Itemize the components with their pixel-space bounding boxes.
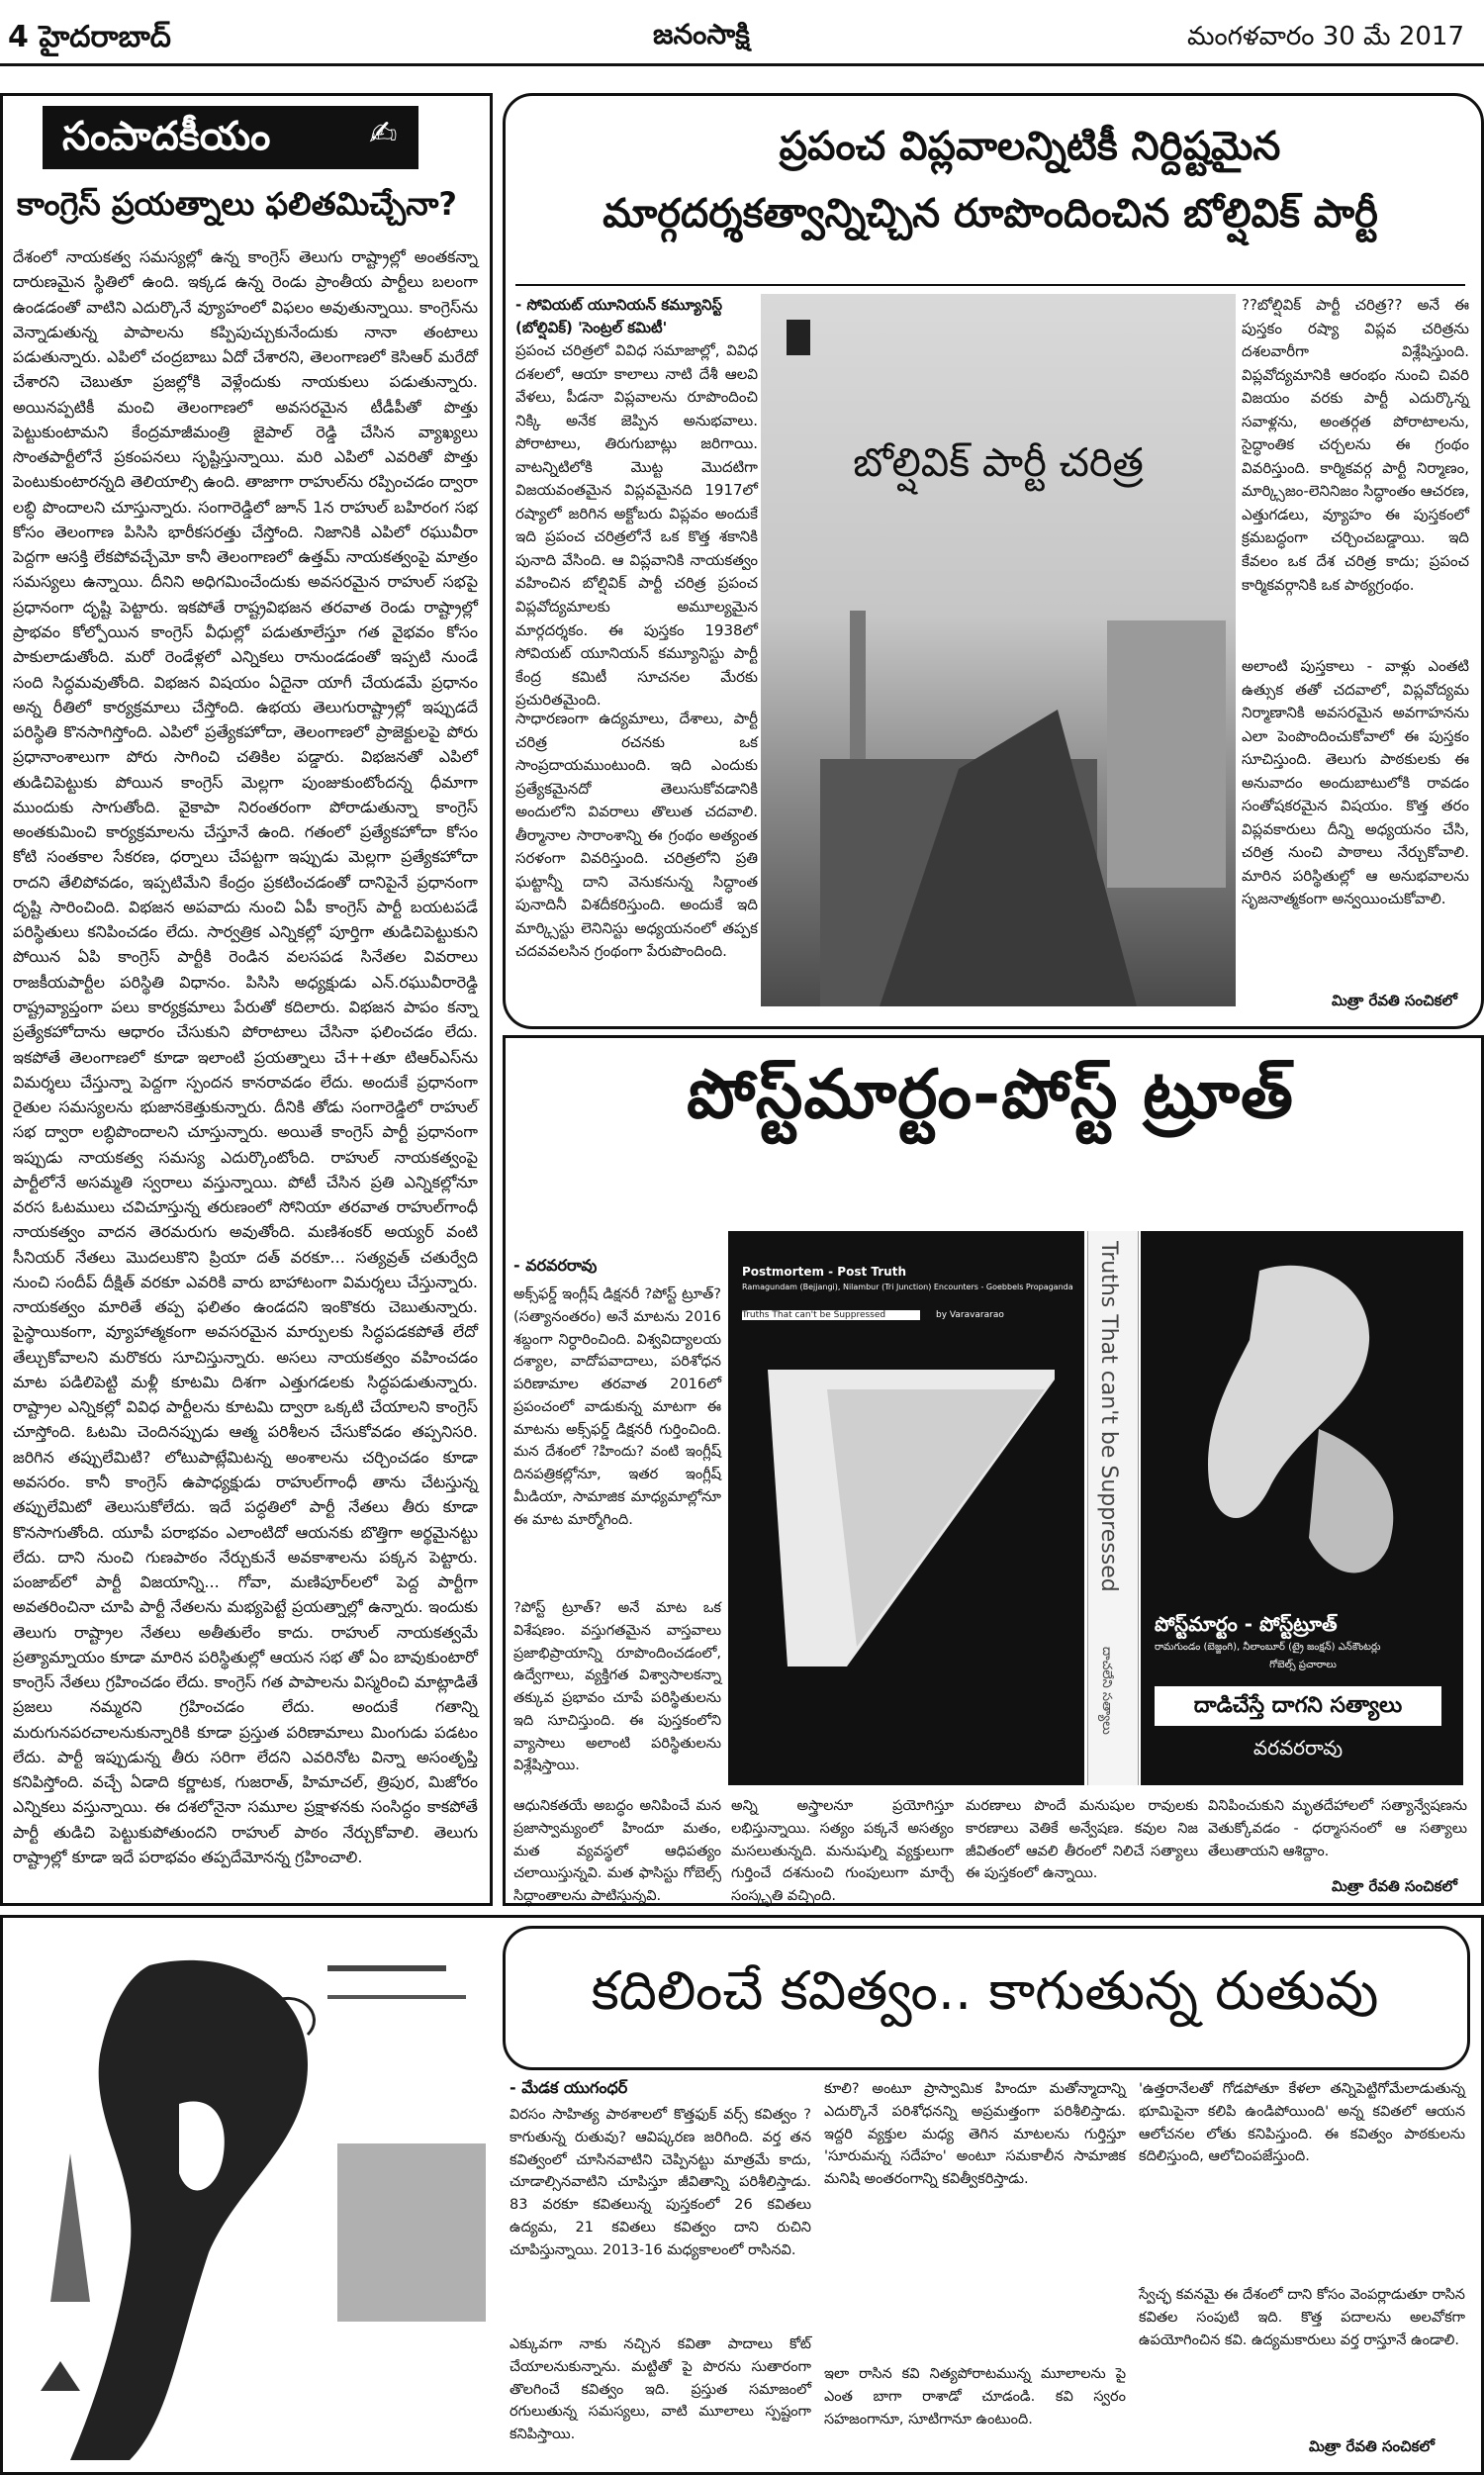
poetry-credit: - మేడక యుగంధర్ bbox=[510, 2078, 628, 2097]
bolshevik-headline-line2: మార్గదర్శకత్వాన్నిచ్చిన రూపొందించిన బోల్షివిక్ పార్టీ bbox=[603, 191, 1378, 237]
book1-spine bbox=[1087, 1231, 1139, 1785]
poetry-article bbox=[0, 1915, 1484, 2475]
book1-spine-text-en: Truths That can't be Suppressed bbox=[1096, 1241, 1121, 1592]
book2-subtitle: రామగుండం (బెజ్జంగి), నీలాంబూర్ (ట్రై జంక్షన్) ఎన్‌కౌంటర్లు bbox=[1155, 1642, 1381, 1653]
paper-name: జనంసాక్షి bbox=[653, 18, 750, 50]
book1-cover bbox=[728, 1231, 1084, 1785]
book2-subtitle2: గోబెల్స్ ప్రచారాలు bbox=[1269, 1660, 1337, 1670]
postmortem-article bbox=[503, 1035, 1484, 1906]
bolshevik-col2b: అలాంటి పుస్తకాలు - వాళ్లు ఎంతటి ఉత్సుక తతో చదవాలో, విప్లవోద్యమ నిర్మాణానికి అవసరమైన అవగాహనను ఎలా పెంపొందించుకోవాలో ఈ పుస్తకం సూచిస్తుంది. తెలుగు పాఠకులకు ఈ అనువాదం అందుబాటులోకి రావడం సంతోషకరమైన విషయం. కొత్త తరం విప్లవకారులు దీన్ని అధ్యయనం చేసి, చరిత్ర నుంచి పాఠాలు నేర్చుకోవాలి. మారిన పరిస్థితుల్లో ఆ అనుభవాలను సృజనాత్మకంగా అన్వయించుకోవాలి. bbox=[1242, 657, 1469, 908]
book1-subtitle: Ramagundam (Bejjangi), Nilambur (Tri Junction) Encounters - Goebbels Propaganda bbox=[742, 1283, 1073, 1291]
poetry-col2: కూలి? అంటూ ప్రాస్వామిక హిందూ మతోన్మాదాన్ని ఎదుర్కొనే పరిశోధనన్ని అప్రమత్తంగా పరిశీలిస్తాడు. ఇద్దరి వ్యక్తుల మధ్య తెగిన మాటలను గుర్తిస్తూ 'సూరుమన్న సదేహం' అంటూ సమకాలీన సామాజిక మనిషి అంతరంగాన్ని కవిత్వీకరిస్తాడు. bbox=[824, 2081, 1126, 2187]
headline-rule bbox=[515, 284, 1465, 286]
poetry-headline: కదిలించే కవిత్వం.. కాగుతున్న రుతువు bbox=[591, 1959, 1379, 2022]
bolshevik-headline-line1: ప్రపంచ విప్లవాలన్నిటికీ నిర్దిష్టమైన bbox=[779, 124, 1281, 169]
book2-title: పోస్ట్‌మార్టం - పోస్ట్‌ట్రూత్ bbox=[1155, 1612, 1338, 1636]
bolshevik-col1: ప్రపంచ చరిత్రలో వివిధ సమాజాల్లో, వివిధ దశలలో, ఆయా కాలాలు నాటి దేశీ ఆలవి వేళలు, పీడనా విప్లవాలను రూపొందించి నిక్కి అనేక జెప్పిన అనుభవాలు. పోరాటాలు, తిరుగుబాట్లు జరిగాయి. వాటన్నిటిలోకి మొట్ట మొదటిగా విజయవంతమైన విప్లవమైనది 1917లో రష్యాలో జరిగిన అక్టోబరు విప్లవం అందుకే ఇది ప్రపంచ చరిత్రలోనే ఒక కొత్త శకానికి పునాది వేసింది. ఆ విప్లవానికి నాయకత్వం వహించిన బోల్షివిక్ పార్టీ చరిత్ర ప్రపంచ విప్లవోద్యమాలకు అమూల్యమైన మార్గదర్శకం. ఈ పుస్తకం 1938లో సోవియట్ యూనియన్ కమ్యూనిస్టు పార్టీ కేంద్ర కమిటీ సూచనల మేరకు ప్రచురితమైంది. bbox=[515, 341, 758, 710]
postmortem-bottom-col1: ఆధునికతయే అబద్ధం అనిపించే మన ప్రజాస్వామ్యంలో హిందూ మతం, మత వ్యవస్థలో ఆధిపత్యం చలాయిస్తున్నవి. మత ఫాసిస్టు గోబెల్స్ సిద్ధాంతాలను పాటిస్తున్నవి. bbox=[513, 1798, 721, 1904]
postmortem-bottom-col2: అన్ని అస్త్రాలనూ ప్రయోగిస్తూ లభిస్తున్నాయి. సత్యం పక్కనే అసత్యం మసలుతున్నది. మనుషుల్ని వ్యక్తులుగా గుర్తించే దశనుంచి గుంపులుగా మార్చే సంస్కృతి వచ్చింది. bbox=[731, 1798, 954, 1904]
poetry-col1: విరసం సాహిత్య పాఠశాలలో కొత్తఫుక్ వర్స్ కవిత్వం ?కాగుతున్న రుతువు? ఆవిష్కరణ జరిగింది. వర్త తన కవిత్వంలో చూసినవాటిని చెప్పినట్టు మాత్రమే కాదు, చూడాల్సినవాటిని చూపిస్తూ జీవితాన్ని పరిశీలిస్తాడు. 83 వరకూ కవితలున్న పుస్తకంలో 26 కవితలు ఉద్యమ, 21 కవితలు కవిత్వం దాని రుచిని చూపిస్తున్నాయి. 2013-16 మధ్యకాలంలో రాసినవి. bbox=[510, 2107, 811, 2258]
postmortem-headline: పోస్ట్‌మార్టం-పోస్ట్ ట్రూత్ bbox=[687, 1056, 1294, 1134]
poetry-col3b: స్వేచ్ఛ కవనమై ఈ దేశంలో దాని కోసం వెంపర్లాడుతూ రాసిన కవితల సంపుటి ఇది. కొత్త పదాలను అలవోకగా ఉపయోగించిన కవి. ఉద్యమకారులు వర్త రాస్తూనే ఉండాలి. bbox=[1139, 2287, 1465, 2348]
bolshevik-col2: ??బోల్షివిక్ పార్టీ చరిత్ర?? అనే ఈ పుస్తకం రష్యా విప్లవ చరిత్రను దశలవారీగా విశ్లేషిస్తుంది. విప్లవోద్యమానికి ఆరంభం నుంచి చివరి విజయం వరకు పార్టీ ఎదుర్కొన్న సవాళ్లను, అంతర్గత పోరాటాలను, సైద్ధాంతిక చర్చలను ఈ గ్రంథం వివరిస్తుంది. కార్మికవర్గ పార్టీ నిర్మాణం, మార్క్సిజం-లెనినిజం సిద్ధాంతం ఆచరణ, ఎత్తుగడలు, వ్యూహం ఈ పుస్తకంలో క్రమబద్ధంగా చర్చించబడ్డాయి. ఇది కేవలం ఒక దేశ చరిత్ర కాదు; ప్రపంచ కార్మికవర్గానికి ఒక పాఠ్యగ్రంథం. bbox=[1242, 296, 1469, 594]
editorial-body: దేశంలో నాయకత్వ సమస్యల్లో ఉన్న కాంగ్రెస్ తెలుగు రాష్ట్రాల్లో అంతకన్నా దారుణమైన స్థితిలో ఉంది. ఇక్కడ ఉన్న రెండు ప్రాంతీయ పార్టీలు బలంగా ఉండడంతో వాటిని ఎదుర్కొనే వ్యూహంలో విఫలం అవుతున్నాయి. కాంగ్రెస్‌ను వెన్నాడుతున్న పాపాలను కప్పిపుచ్చుకునేందుకు నానా తంటాలు పడుతున్నారు. ఎపిలో చంద్రబాబు ఏదో చేశారని, తెలంగాణలో కెసిఆర్ మరేదో చేశారని చెబుతూ ప్రజల్లోకి వెళ్లేందుకు నాయకులు పడుతున్నారు. అయినప్పటికీ మంచి తెలంగాణలో అవసరమైన టీడీపీతో పొత్తు పెట్టుకుంటామని కేంద్రమాజీమంత్రి జైపాల్ రెడ్డి చేసిన వ్యాఖ్యలు సొంతపార్టీలోనే ప్రకంపనలు సృష్టిస్తున్నాయి. మరి ఎపిలో ఎవరితో పొత్తు పెంటుకుంటారన్నది తెలియాల్సి ఉంది. తాజాగా రాహుల్‌ను రప్పించడం ద్వారా లబ్ధి పొందాలని చూస్తున్నారు. సంగారెడ్డిలో జూన్ 1న రాహుల్ బహిరంగ సభ కోసం తెలంగాణ పిసిసి భారీకసరత్తు చేస్తోంది. నిజానికి ఎపిలో రఘువీరా పెద్దగా ఆసక్తి లేకపోవచ్చేమో కానీ తెలంగాణలో ఉత్తమ్ నాయకత్వంపై మాత్రం సమస్యలు ఉన్నాయి. దీనిని అధిగమించేందుకు అవసరమైన రాహుల్ సభపై ప్రధానంగా దృష్టి పెట్టారు. ఇకపోతే రాష్ట్రవిభజన తరవాత రెండు రాష్ట్రాల్లో ప్రాభవం కోల్పోయిన కాంగ్రెస్ వీధుల్లో పడుతూలేస్తూ గత వైభవం కోసం పాకులాడుతోంది. మరో రెండేళ్లలో ఎన్నికలు రానుండడంతో ఇప్పటి నుండే సంది సిద్ధమవుతోంది. విభజన విషయం ఏదైనా యాగీ చేయడమే ప్రధానం అన్న రీతిలో కార్యక్రమాలు చేస్తోంది. ఉభయ తెలుగురాష్ట్రాల్లో ఇప్పుడదే పరిస్థితి కొనసాగిస్తోంది. ఎపిలో ప్రత్యేకహోదా, తెలంగాణలో ప్రాజెక్టులపై పోరు ప్రధానాంశాలుగా పోరు సాగించి చతికిల పడ్డారు. విభజనతో ఎపిలో తుడిచిపెట్టుకు పోయిన కాంగ్రెస్ మెల్లగా పుంజుకుంటోందన్న ధీమాగా ముందుకు సాగుతోంది. వైకాపా నిరంతరంగా పోరాడుతున్నా కాంగ్రెస్ అంతకుమించి కార్యక్రమాలను చేస్తూనే ఉంది. గతంలో ప్రత్యేకహోదా కోసం కోటి సంతకాల సేకరణ, ధర్నాలు చేపట్టగా ఇప్పుడు మెల్లగా ప్రత్యేకహోదా రాదని తేలిపోవడం, ఇప్పటిమేని కేంద్రం ప్రకటించడంతో దానిపైనే ప్రధానంగా దృష్టి సారించింది. విభజన అపవాదు నుంచి ఏపీ కాంగ్రెస్ పార్టీ బయటపడే పరిస్థితులు కనిపించడం లేదు. సార్వత్రిక ఎన్నికల్లో పూర్తిగా తుడిచిపెట్టుకుని పోయిన ఏపి కాంగ్రెస్ పార్టీకి రెండిన వలసపడ సినేతల వివరాలు రాజకీయపార్టీల పరిస్థితి విధానం. పిసిసి అధ్యక్షుడు ఎన్.రఘువీరారెడ్డి రాష్ట్రవ్యాప్తంగా పలు కార్యక్రమాలు పేరుతో కదిలారు. విభజన పాపం కన్నా ప్రత్యేకహోదాను ఆధారం చేసుకుని పోరాటాలు చేసినా ఫలించడం లేదు. ఇకపోతే తెలంగాణలో కూడా ఇలాంటి ప్రయత్నాలు చే++తూ టిఆర్‌ఎస్‌ను విమర్శలు చేస్తున్నా పెద్దగా స్పందన కానరావడం లేదు. అందుకే ప్రధానంగా రైతుల సమస్యలను భుజానకెత్తుకున్నారు. దీనికి తోడు సంగారెడ్డిలో రాహుల్ సభ ద్వారా లబ్ధిపొందాలని చూస్తున్నారు. అయితే కాంగ్రెస్ పార్టీ ప్రధానంగా ఇప్పుడు నాయకత్వ సమస్య ఎదుర్కొంటోంది. రాహుల్ నాయకత్వంపై పార్టీలోనే అసమ్మతి స్వరాలు వస్తున్నాయి. పోటీ చేసిన ప్రతి ఎన్నికల్లోనూ వరస ఓటములు చవిచూస్తున్న తరుణంలో సోనియా తరవాత రాహుల్‌గాంధీ నాయకత్వం వాదన తెరమరుగు అవుతోంది. మణిశంకర్ అయ్యర్ వంటి సీనియర్ నేతలు మొదలుకొని ప్రియా దత్ వరకూ... సత్యవ్రత్ చతుర్వేది నుంచి సందీప్ దీక్షిత్ వరకూ ఎవరికి వారు బాహాటంగా విమర్శలు చేస్తున్నారు. నాయకత్వం మారితే తప్ప ఫలితం ఉండదని ఇంకొకరు చెబుతున్నారు. పైస్థాయికంగా, వ్యూహాత్మకంగా అవసరమైన మార్పులకు సిద్ధపడకపోతే లేదో తేల్చుకోవాలని మరొకరు సూచిస్తున్నారు. అసలు నాయకత్వం వహించడం మాట పడిలిపెట్టి మళ్లీ కూటమి దిశగా ఎత్తుగడలకు సిద్ధపడుతున్నారు. రాష్ట్రాల ఎన్నికల్లో వివిధ పార్టీలను కూటమి ద్వారా ఒక్కటి చేయాలని కాంగ్రెస్ చూస్తోంది. ఓటమి చెందినప్పుడు ఆత్మ పరిశీలన చేసుకోవడం తప్పనిసరి. జరిగిన తప్పులేమిటి? లోటుపాట్లేమిటన్న అంశాలను చర్చించడం కూడా అవసరం. కానీ కాంగ్రెస్ ఉపాధ్యక్షుడు రాహుల్‌గాంధీ తాను చేటస్తున్న తప్పులేమిటో తెలుసుకోలేదు. ఇదే పద్ధతిలో పార్టీ నేతలు తీరు కూడా కొనసాగుతోంది. యూపీ పరాభవం ఎలాంటిదో ఆయనకు బొత్తిగా అర్థమైనట్టు లేదు. దాని నుంచి గుణపాఠం నేర్చుకునే అవకాశాలను పక్కన పెట్టారు. పంజాబ్‌లో పార్టీ విజయాన్ని... గోవా, మణిపూర్‌లలో పెద్ద పార్టీగా అవతరించినా చూపి పార్టీ నేతలను మభ్యపెట్టే ప్రయత్నాల్లో ఉన్నారు. ఇందుకు తెలుగు రాష్ట్రాల నేతలు అతీతులేం కాదు. రాహుల్ నాయకత్వమే ప్రత్యామ్నాయం కూడా మారిన పరిస్థితుల్లో ఆయన సభ తో ఏం బావుకుంటారో కాంగ్రెస్ నేతలు గ్రహించడం లేదు. కాంగ్రెస్ గత పాపాలను విస్మరించి మాట్లాడితే ప్రజలు నమ్మరని గ్రహించడం లేదు. అందుకే గతాన్ని మరుగునపరచాలనుకున్నారికి కూడా ప్రస్తుత పరిణామాలు మింగుడు పడటం లేదు. పార్టీ ఇప్పుడున్న తీరు సరిగా లేదని ఎవరినోట విన్నా అసంతృప్తి కనిపిస్తోంది. వచ్చే ఏడాది కర్ణాటక, గుజరాత్, హిమాచల్, త్రిపుర, మిజోరం ఎన్నికలు వస్తున్నాయి. ఈ దశలోనైనా సమూల ప్రక్షాళనకు సంసిద్ధం కాకపోతే పార్టీ తుడిచి పెట్టుకుపోతుందని రాహుల్ పాఠం నేర్చుకోవాలి. తెలుగు రాష్ట్రాల్లో కూడా ఇదే పరాభవం తప్పదేమోనన్న గ్రహించాలి. bbox=[13, 247, 478, 1866]
bolshevik-col1b: సాధారణంగా ఉద్యమాలు, దేశాలు, పార్టీ చరిత్ర రచనకు ఒక సాంప్రదాయముంటుంది. ఇది ఎందుకు ప్రత్యేకమైనదో తెలుసుకోవడానికి అందులోని వివరాలు తొలుత చదవాలి. తీర్మానాల సారాంశాన్ని ఈ గ్రంథం అత్యంత సరళంగా వివరిస్తుంది. చరిత్రలోని ప్రతి ఘట్టాన్నీ దాని వెనుకనున్న సిద్ధాంత పునాదినీ విశదీకరిస్తుంది. అందుకే ఇది మార్క్సిస్టు లెనినిస్టు అధ్యయనంలో తప్పక చదవవలసిన గ్రంథంగా పేరుపొందింది. bbox=[515, 710, 758, 961]
poetry-sign: మిత్రా రేవతి సంచికలో bbox=[1309, 2437, 1435, 2455]
page-location: 4 హైదరాబాద్ bbox=[8, 20, 171, 54]
pen-icon: ✍ bbox=[369, 114, 398, 153]
postmortem-col1: అక్స్‌ఫర్డ్ ఇంగ్లీష్ డిక్షనరీ ?పోస్ట్ ట్రూత్? (సత్యానంతరం) అనే మాటను 2016 శబ్దంగా నిర్ధారించింది. విశ్వవిద్యాలయ దశ్యాల, వాదోపవాదాలు, పరిశోధన పరిణామాల తరవాత 2016లో ప్రపంచంలో వాడుకున్న మాటగా ఈ మాటను అక్స్‌ఫర్డ్ డిక్షనరీ గుర్తించింది. మన దేశంలో ?హిందు? వంటి ఇంగ్లీష్ దినపత్రికల్లోనూ, ఇతర ఇంగ్లీష్ మీడియా, సామాజిక మాధ్యమాల్లోనూ ఈ మాట మార్మోగింది. bbox=[513, 1286, 721, 1528]
issue-date: మంగళవారం 30 మే 2017 bbox=[1186, 22, 1464, 51]
book2-band: దాడిచేస్తే దాగని సత్యాలు bbox=[1155, 1686, 1441, 1726]
book2-cover bbox=[1141, 1231, 1463, 1785]
poetry-illustration bbox=[11, 1926, 496, 2460]
editorial-box bbox=[0, 93, 493, 1906]
bolshevik-book-cover bbox=[761, 294, 1236, 1006]
postmortem-bottom-col4: వినిపించుకుని మృతదేహాలలో సత్యాన్వేషణను వెతుక్కోవడం - ధర్మాసనంలో ఆ సత్యాలు తేలుతాయని ఆశిద్దాం. bbox=[1208, 1798, 1467, 1859]
postmortem-bottom-col3: మరణాలు పొందే మనుషుల రావులకు కారణాలు వెతికే అన్వేషణ. కవుల నిజ జీవితంలో ఆవలి తీరంలో నిలిచే సత్యాలు ఈ పుస్తకంలో ఉన్నాయి. bbox=[966, 1798, 1198, 1882]
book1-tagline: Truths That can't be Suppressed bbox=[742, 1310, 920, 1320]
editorial-headline: కాంగ్రెస్ ప్రయత్నాలు ఫలితమిచ్చేనా? bbox=[17, 185, 457, 223]
bolshevik-sign: మిత్రా రేవతి సంచికలో bbox=[1332, 992, 1457, 1009]
book1-author: by Varavararao bbox=[936, 1310, 1004, 1320]
poetry-col3: 'ఉత్తరానేలతో గోడపోతూ కేళలా తన్నిపెట్టిగోమేలాడుతున్న భూమిపైనా కలిపి ఉండిపోయింది' అన్న కవితలో ఆయన ఆలోచనల లోతు కనిపిస్తుంది. ఈ కవిత్వం పాఠకులను కదిలిస్తుంది, ఆలోచింపజేస్తుంది. bbox=[1139, 2081, 1465, 2165]
bolshevik-article bbox=[503, 93, 1484, 1029]
poetry-col2b: ఇలా రాసిన కవి నిత్యపోరాటమున్న మూలాలను పై ఎంత బాగా రాశాడో చూడండి. కవి స్వరం సహజంగానూ, సూటిగానూ ఉంటుంది. bbox=[824, 2366, 1126, 2427]
postmortem-col1b: ?పోస్ట్ ట్రూత్? అనే మాట ఒక విశేషణం. వస్తుగతమైన వాస్తవాలు ప్రజాభిప్రాయాన్ని రూపొందించడంలో, ఉద్వేగాలు, వ్యక్తిగత విశ్వాసాలకన్నా తక్కువ ప్రభావం చూపే పరిస్థితులను ఇది సూచిస్తుంది. ఈ పుస్తకంలోని వ్యాసాలు అలాంటి పరిస్థితులను విశ్లేషిస్తాయి. bbox=[513, 1600, 721, 1774]
editorial-section-title: సంపాదకీయం bbox=[62, 114, 271, 159]
postmortem-credit: - వరవరరావు bbox=[513, 1256, 598, 1275]
poetry-col1b: ఎక్కువగా నాకు నచ్చిన కవితా పాదాలు కోట్ చేయాలనుకున్నాను. మట్టితో పై పొరను సుతారంగా తొలగించే కవిత్వం ఇది. ప్రస్తుత సమాజంలో రగులుతున్న సమస్యలు, వాటి మూలాలు స్పష్టంగా కనిపిస్తాయి. bbox=[510, 2336, 811, 2442]
masthead-rule bbox=[0, 63, 1484, 66]
postmortem-sign: మిత్రా రేవతి సంచికలో bbox=[1332, 1877, 1457, 1895]
bolshevik-credit: - సోవియట్ యూనియన్ కమ్యూనిస్ట్ (బోల్షివిక్) 'సెంట్రల్ కమిటీ' bbox=[515, 296, 723, 336]
book-cover-title: బోల్షివిక్ పార్టీ చరిత్ర bbox=[853, 440, 1144, 486]
book1-spine-text-te: దాచలేని సత్యాలు bbox=[1099, 1647, 1114, 1735]
book1-title: Postmortem - Post Truth bbox=[742, 1265, 907, 1279]
book2-author: వరవరరావు bbox=[1252, 1736, 1344, 1760]
masthead bbox=[0, 0, 1484, 87]
